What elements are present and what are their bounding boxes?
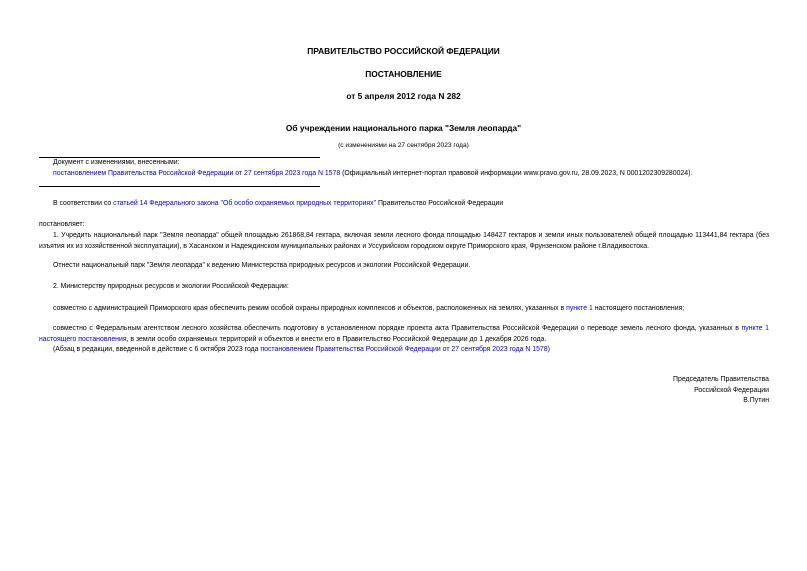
government-heading: ПРАВИТЕЛЬСТВО РОССИЙСКОЙ ФЕДЕРАЦИИ <box>307 46 500 56</box>
preamble-post: Правительство Российской Федерации <box>376 200 504 207</box>
p2b-text: совместно с Федеральным агентством лесного хозяйства обеспечить подготовку в установленном порядке проекта акта Правительства Российской Федерации о переводе земель лесного фонда, указанных в <box>53 325 742 332</box>
point-1-decree-link[interactable]: пункте 1 настоящего постановления <box>39 325 769 343</box>
note-post: ) <box>547 346 550 353</box>
p2a-post: настоящего постановления; <box>592 305 685 312</box>
divider-bottom <box>39 186 320 187</box>
point-1-link[interactable]: пункте 1 <box>566 305 593 312</box>
paragraph-ministry: Отнести национальный парк "Земля леопарда" к ведению Министерства природных ресурсов и экологии Российской Федерации. <box>53 262 471 269</box>
paragraph-2b-note <box>53 345 783 355</box>
p2b-post: , в земли особо охраняемых территорий и объектов и внести его в Правительство Российской Федерации до 1 декабря 2026 года. <box>126 336 547 343</box>
document-subtitle: (с изменениями на 27 сентября 2023 года) <box>338 142 469 149</box>
amendment-link[interactable]: постановлением Правительства Российской Федерации от 27 сентября 2023 года N 1578 <box>260 346 548 353</box>
changes-link[interactable]: постановлением Правительства Российской Федерации от 27 сентября 2023 года N 1578 <box>53 170 341 177</box>
preamble <box>53 199 783 209</box>
changes-tail: (Официальный интернет-портал правовой информации www.pravo.gov.ru, 28.09.2023, N 0001202309280024). <box>340 170 693 177</box>
decides-text: постановляет: <box>39 221 85 228</box>
changes-label: Документ с изменениями, внесенными: <box>53 159 180 166</box>
paragraph-2a <box>53 304 783 314</box>
changes-line <box>53 169 783 179</box>
document-title: Об учреждении национального парка "Земля леопарда" <box>285 123 522 133</box>
law-link[interactable]: статьей 14 Федерального закона "Об особо охраняемых природных территориях" <box>113 200 377 207</box>
preamble-pre: В соответствии со <box>53 200 114 207</box>
signature-title-line-2: Российской Федерации <box>694 387 769 394</box>
note-pre: (Абзац в редакции, введенной в действие с 6 октября 2023 года <box>53 346 261 353</box>
document-type: ПОСТАНОВЛЕНИЕ <box>365 69 442 79</box>
paragraph-1: 1. Учредить национальный парк "Земля леопарда" общей площадью 261868,84 гектара, включая земли лесного фонда площадью 148427 гектаров и земли иных пользователей общей площадью 113441,84 гектара (без изъятия их из хозяйственной эксплуатации), в Хасанском и Надеждинском муниципальных районах и Уссурийском городском округе Приморского края, Фрунзенском районе г.Владивостока. <box>39 232 769 250</box>
p2a-pre: совместно с администрацией Приморского края обеспечить режим особой охраны природных комплексов и объектов, расположенных на землях, указанных в <box>53 305 567 312</box>
signature-name: В.Путин <box>743 397 769 404</box>
document-date-number: от 5 апреля 2012 года N 282 <box>346 91 461 101</box>
signature-title-line-1: Председатель Правительства <box>673 376 769 383</box>
paragraph-2b <box>39 323 769 345</box>
paragraph-2: 2. Министерству природных ресурсов и экологии Российской Федерации: <box>53 283 289 290</box>
